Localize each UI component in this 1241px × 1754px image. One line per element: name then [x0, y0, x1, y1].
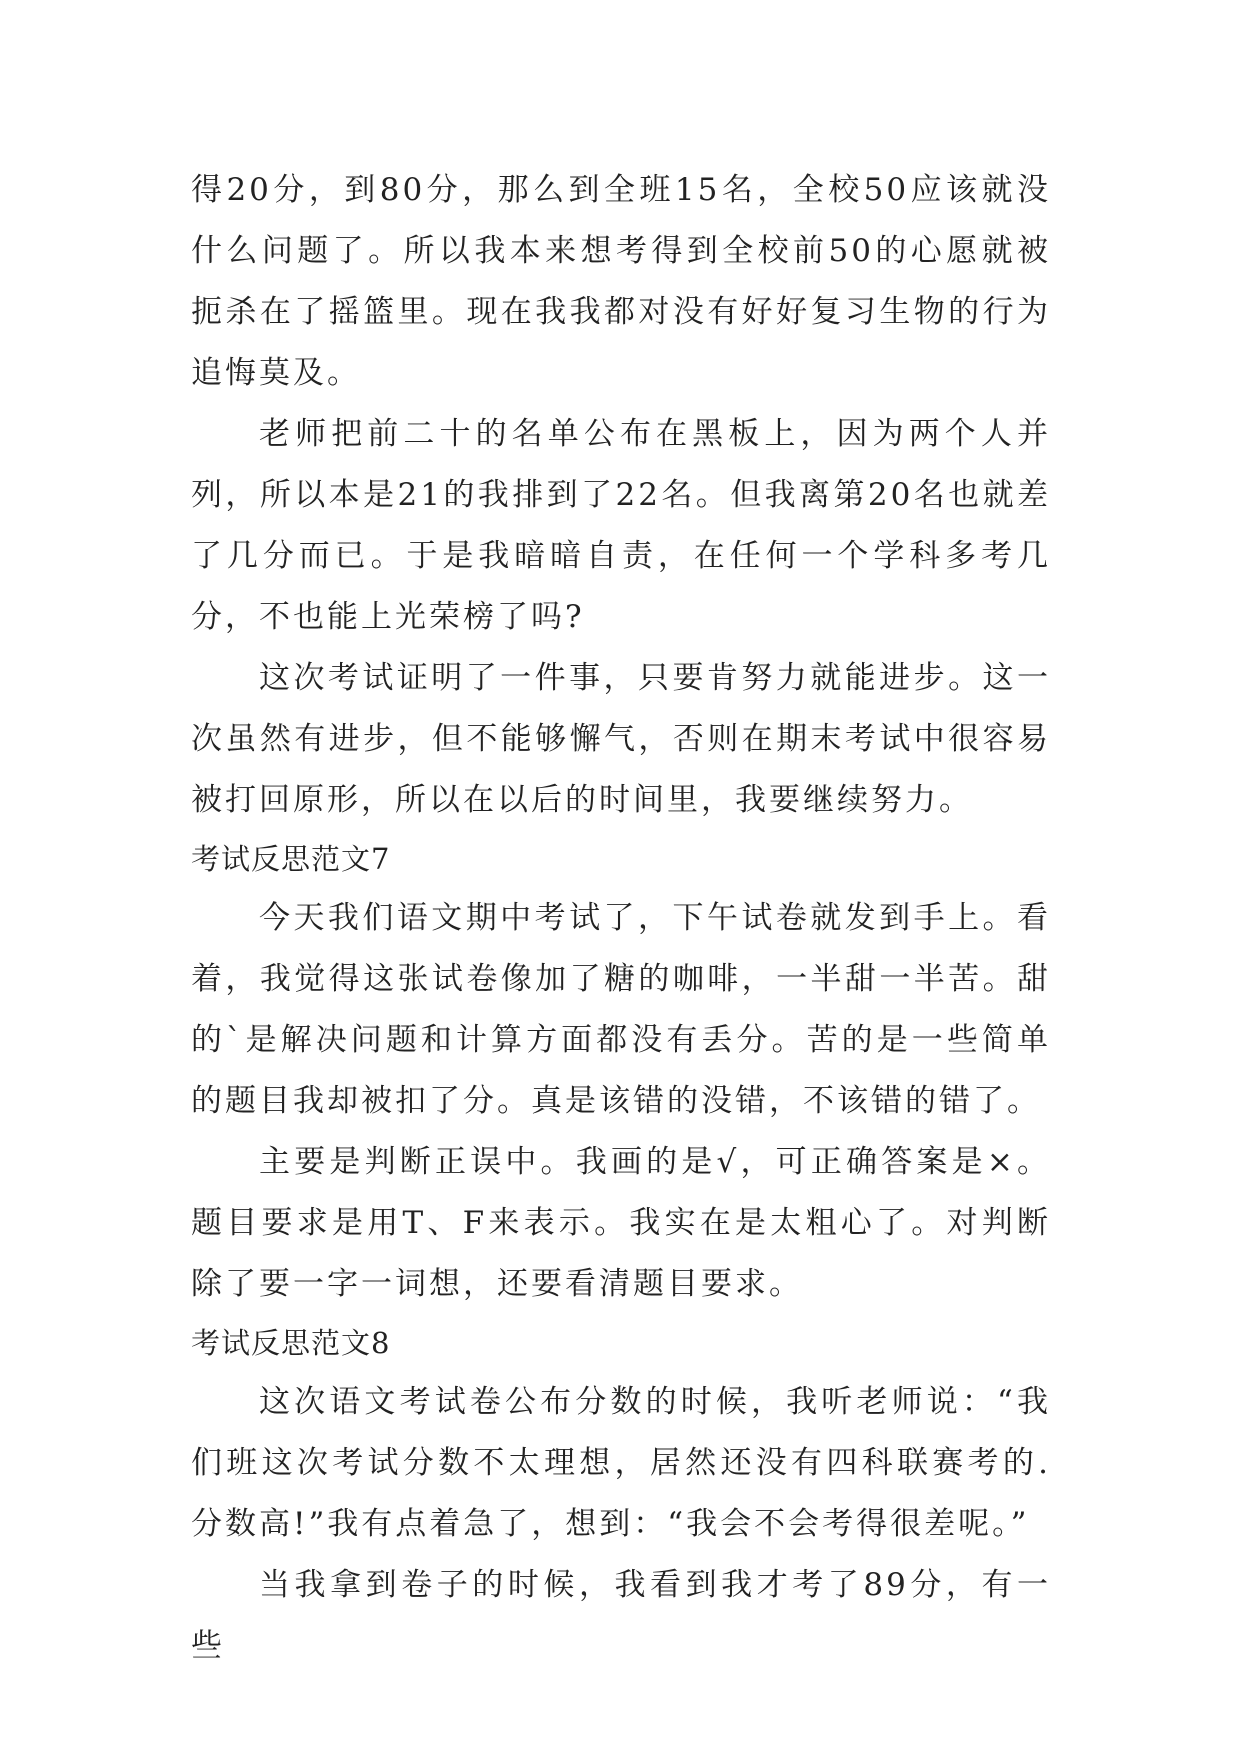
- paragraph: 老师把前二十的名单公布在黑板上，因为两个人并列，所以本是21的我排到了22名。但我离第20名也就差了几分而已。于是我暗暗自责，在任何一个学科多考几分，不也能上光荣榜了吗?: [191, 416, 1051, 635]
- paragraph: 主要是判断正误中。我画的是√，可正确答案是×。题目要求是用T、F来表示。我实在是太粗心了。对判断除了要一字一词想，还要看清题目要求。: [191, 1144, 1051, 1302]
- section-heading: 考试反思范文8: [191, 1326, 391, 1360]
- document-body: [191, 160, 1051, 1677]
- section-heading: 考试反思范文7: [191, 842, 391, 876]
- paragraph: 当我拿到卷子的时候，我看到我才考了89分，有一些: [191, 1567, 1051, 1664]
- paragraph: 得20分，到80分，那么到全班15名，全校50应该就没什么问题了。所以我本来想考得到全校前50的心愿就被扼杀在了摇篮里。现在我我都对没有好好复习生物的行为追悔莫及。: [191, 172, 1051, 391]
- paragraph: 这次考试证明了一件事，只要肯努力就能进步。这一次虽然有进步，但不能够懈气，否则在期末考试中很容易被打回原形，所以在以后的时间里，我要继续努力。: [191, 660, 1051, 818]
- paragraph: 这次语文考试卷公布分数的时候，我听老师说：“我们班这次考试分数不太理想，居然还没有四科联赛考的.分数高!”我有点着急了，想到：“我会不会考得很差呢。”: [191, 1384, 1051, 1542]
- paragraph: 今天我们语文期中考试了，下午试卷就发到手上。看着，我觉得这张试卷像加了糖的咖啡，一半甜一半苦。甜的`是解决问题和计算方面都没有丢分。苦的是一些简单的题目我却被扣了分。真是该错的没错，不该错的错了。: [191, 900, 1051, 1119]
